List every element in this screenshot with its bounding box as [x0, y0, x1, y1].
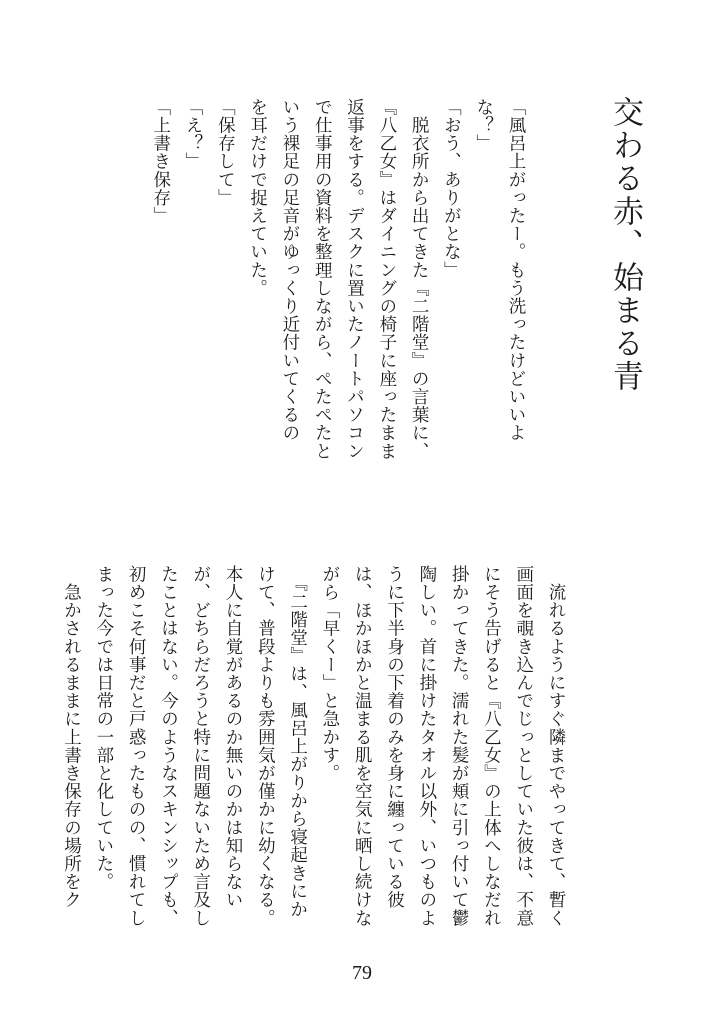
text-line: が、どちらだろうと特に問題ないため言及し — [190, 565, 211, 927]
text-line: けて、普段よりも雰囲気が僅かに幼くなる。 — [255, 565, 276, 927]
text-line: 初めこそ何事だと戸惑ったものの、慣れてし — [126, 565, 147, 927]
text-line: 『八乙女』はダイニングの椅子に座ったまま — [376, 98, 397, 460]
text-line: 急かされるままに上書き保存の場所をク — [61, 565, 82, 909]
page-number: 79 — [352, 962, 372, 984]
text-line: にそう告げると『八乙女』の上体へしなだれ — [481, 565, 502, 927]
text-line: 「保存して」 — [215, 98, 236, 207]
text-line: 本人に自覚があるのか無いのかは知らない — [223, 565, 244, 909]
text-line: 『二階堂』は、風呂上がりから寝起きにか — [287, 565, 308, 919]
text-line: で仕事用の資料を整理しながら、ぺたぺたと — [312, 98, 333, 460]
text-line: 流れるようにすぐ隣までやってきて、暫く — [546, 565, 566, 927]
text-line: は、ほかほかと温まる肌を空気に晒し続けな — [352, 565, 373, 927]
text-line: たことはない。今のようなスキンシップも、 — [158, 565, 179, 927]
text-line: 画面を覗き込んでじっとしていた彼は、不意 — [513, 565, 534, 927]
text-line: うに下半身の下着のみを身に纏っている彼 — [384, 565, 405, 909]
lower-text-block — [61, 565, 572, 945]
text-line: 掛かってきた。濡れた髪が頬に引っ付いて鬱 — [449, 565, 470, 927]
text-line: がら「早くー」と急かす。 — [319, 565, 340, 783]
text-line: 返事をする。デスクに置いたノートパソコン — [344, 98, 365, 460]
text-line: 「おう、ありがとな」 — [441, 98, 462, 279]
text-line: 「上書き保存」 — [150, 98, 171, 225]
text-line: を耳だけで捉えていた。 — [247, 98, 268, 298]
text-line: まった今では日常の一部と化していた。 — [93, 565, 114, 891]
text-line: な？」 — [473, 98, 494, 153]
text-line: 「風呂上がったー。もう洗ったけどいいよ — [506, 98, 526, 442]
text-line: 陶しい。首に掛けたタオル以外、いつものよ — [416, 565, 437, 927]
text-line: いう裸足の足音がゆっくり近付いてくるの — [279, 98, 300, 442]
text-line: 脱衣所から出てきた『二階堂』の言葉に、 — [409, 98, 430, 460]
upper-text-block — [112, 98, 532, 518]
text-line: 「え？」 — [183, 98, 204, 171]
chapter-title: 交わる赤、始まる青 — [607, 96, 643, 393]
